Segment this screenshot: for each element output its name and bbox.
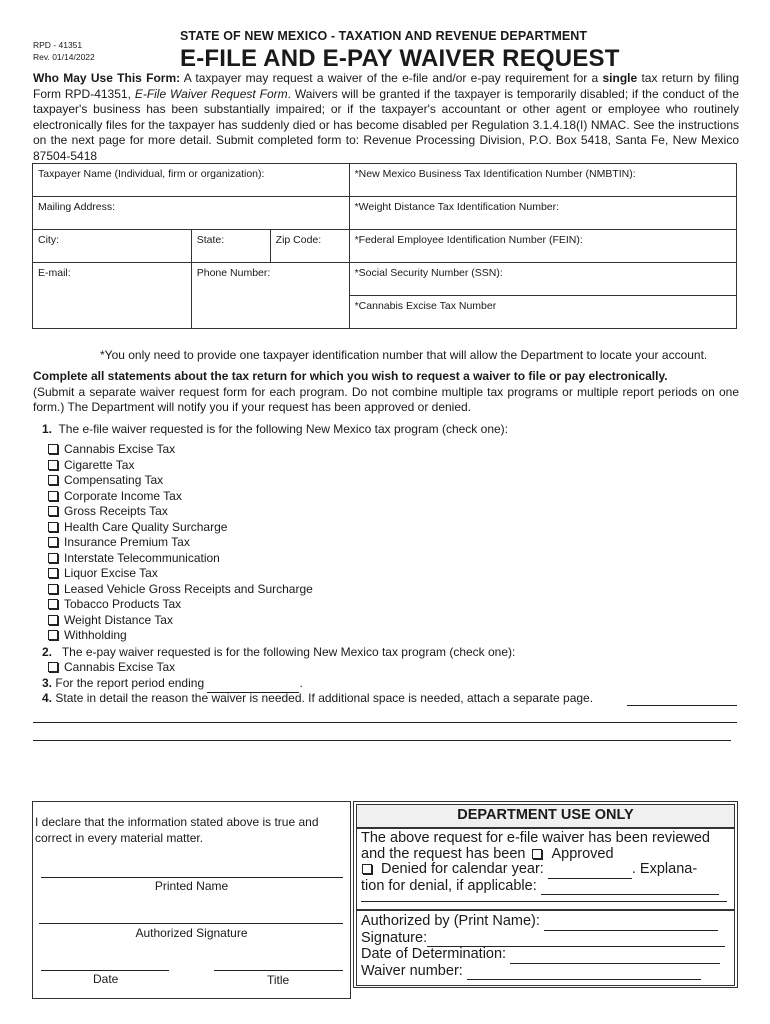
q1-program-list	[40, 442, 313, 644]
waiver-number-input[interactable]	[467, 964, 701, 981]
denied-year-input[interactable]	[548, 862, 632, 879]
q1-program-option[interactable]	[40, 582, 313, 598]
checkbox[interactable]	[48, 475, 58, 485]
checkbox[interactable]	[48, 491, 58, 501]
checkbox[interactable]	[48, 630, 58, 640]
checkbox[interactable]	[48, 460, 58, 470]
dept-signature-input[interactable]	[427, 931, 725, 948]
signature-line[interactable]	[39, 923, 343, 924]
q1-program-option[interactable]	[40, 535, 313, 551]
intro-text-2: tax return by filing Form RPD-41351,	[33, 71, 740, 101]
q1-program-label: Health Care Quality Surcharge	[64, 519, 228, 534]
q3-number: 3.	[42, 676, 53, 690]
q1-program-option[interactable]	[40, 504, 313, 520]
q1-program-option[interactable]	[40, 566, 313, 582]
q1-program-label: Gross Receipts Tax	[64, 504, 168, 518]
state-field[interactable]: State:	[191, 230, 270, 263]
printed-name-line[interactable]	[41, 877, 343, 878]
mailing-address-field[interactable]: Mailing Address:	[33, 197, 350, 230]
ssn-field[interactable]: *Social Security Number (SSN):	[349, 263, 736, 296]
checkbox[interactable]	[48, 662, 58, 672]
review-line-2-text: and the request has been	[361, 845, 526, 862]
intro-bold-word: single	[602, 71, 638, 85]
printed-name-label: Printed Name	[154, 879, 229, 893]
review-line-3	[361, 862, 734, 879]
checkbox[interactable]	[48, 444, 58, 454]
question-2	[42, 645, 515, 661]
authorization-lines	[357, 911, 734, 980]
denied-checkbox[interactable]	[362, 864, 372, 874]
intro-text-3: . Waivers will be granted if the taxpayer is temporarily disabled; if the conduct of the taxpayer's business has been substantially impaired; or if the taxpayer's accountant or other agent or employee who routinely electronically files for the taxpayer has suddenly died or has become disabled per Regulation 3.1.4.18(I) NMAC. See the instructions on the next page for more detail. Submit completed form to: Revenue Processing Division, P.O. Box 5418, Santa Fe, New Mexico 87504-5418	[33, 86, 740, 163]
intro-form-name: E-File Waiver Request Form	[134, 86, 288, 101]
q3-text: For the report period ending	[55, 676, 205, 690]
date-determination-input[interactable]	[510, 947, 720, 964]
q1-number: 1.	[42, 422, 53, 436]
q2-option[interactable]	[40, 660, 175, 676]
city-field[interactable]: City:	[33, 230, 192, 263]
auth-name-row	[361, 914, 734, 931]
question-1	[42, 422, 508, 438]
q1-program-label: Corporate Income Tax	[64, 488, 182, 503]
q1-program-label: Withholding	[64, 628, 127, 642]
taxpayer-name-field[interactable]: Taxpayer Name (Individual, firm or organization):	[33, 164, 350, 197]
date-line[interactable]	[41, 970, 169, 971]
q1-program-option[interactable]	[40, 489, 313, 505]
q2-text: The e-pay waiver requested is for the following New Mexico tax program (check one):	[61, 645, 516, 659]
cannabis-number-field[interactable]: *Cannabis Excise Tax Number	[349, 296, 736, 329]
q1-program-label: Interstate Telecommunication	[64, 550, 220, 565]
denial-label: tion for denial, if applicable:	[361, 877, 537, 894]
q1-program-option[interactable]	[40, 551, 313, 567]
q1-program-label: Weight Distance Tax	[64, 612, 173, 627]
id-note: *You only need to provide one taxpayer identification number that will allow the Department to locate your account.	[100, 348, 708, 362]
auth-name-label: Authorized by (Print Name):	[361, 913, 540, 929]
nmbtin-field[interactable]: *New Mexico Business Tax Identification Number (NMBTIN):	[349, 164, 736, 197]
approved-checkbox[interactable]	[532, 849, 542, 859]
weight-distance-id-field[interactable]: *Weight Distance Tax Identification Number:	[349, 197, 736, 230]
q1-program-option[interactable]	[40, 628, 313, 644]
title-label: Title	[267, 973, 290, 987]
department-review-section	[356, 828, 735, 910]
fein-field[interactable]: *Federal Employee Identification Number (FEIN):	[349, 230, 736, 263]
review-line-2	[361, 847, 734, 863]
explana-label: . Explana-	[631, 861, 698, 877]
approved-label: Approved	[551, 845, 614, 862]
signature-label: Authorized Signature	[135, 926, 248, 940]
q3-end: .	[299, 676, 303, 690]
checkbox[interactable]	[48, 599, 58, 609]
title-line[interactable]	[214, 970, 343, 971]
checkbox[interactable]	[48, 615, 58, 625]
question-4	[42, 691, 593, 707]
denied-label: Denied for calendar year:	[381, 861, 544, 877]
checkbox[interactable]	[48, 584, 58, 594]
q1-program-label: Liquor Excise Tax	[64, 566, 158, 580]
q1-program-label: Tobacco Products Tax	[64, 597, 182, 611]
checkbox[interactable]	[48, 553, 58, 563]
q1-program-option[interactable]	[40, 458, 313, 474]
q1-program-label: Cigarette Tax	[64, 457, 135, 472]
department-use-header	[356, 804, 735, 828]
q4-text: State in detail the reason the waiver is needed. If additional space is needed, attach a separate page.	[55, 691, 594, 705]
review-line-4	[361, 879, 734, 896]
complete-text: (Submit a separate waiver request form for each program. Do not combine multiple tax programs or multiple report periods on one form.) The Department will notify you if your request has been approved or denied.	[33, 384, 739, 414]
phone-field[interactable]: Phone Number:	[191, 263, 349, 329]
denial-explanation-input[interactable]	[541, 879, 719, 896]
q1-program-label: Compensating Tax	[64, 473, 164, 487]
q1-text: The e-file waiver requested is for the following New Mexico tax program (check one):	[58, 422, 508, 436]
q2-program-label: Cannabis Excise Tax	[64, 660, 176, 674]
q1-program-option[interactable]	[40, 613, 313, 629]
checkbox[interactable]	[48, 506, 58, 516]
email-field[interactable]: E-mail:	[33, 263, 192, 329]
q4-number: 4.	[42, 691, 53, 705]
q1-program-option[interactable]	[40, 442, 313, 458]
checkbox[interactable]	[48, 537, 58, 547]
intro-lead: Who May Use This Form:	[33, 71, 181, 85]
q1-program-label: Insurance Premium Tax	[64, 535, 190, 549]
reason-line-1[interactable]	[627, 705, 737, 706]
reason-line-3[interactable]	[33, 740, 731, 741]
form-number: RPD - 41351	[33, 40, 83, 50]
intro-text-1: A taxpayer may request a waiver of the e-file and/or e-pay requirement for a	[180, 71, 603, 85]
q1-program-option[interactable]	[40, 473, 313, 489]
checkbox[interactable]	[48, 522, 58, 532]
department-name: STATE OF NEW MEXICO - TAXATION AND REVENUE DEPARTMENT	[180, 29, 588, 43]
signature-row	[361, 931, 734, 948]
review-line-1: The above request for e-file waiver has been reviewed	[361, 830, 710, 846]
q1-program-label: Leased Vehicle Gross Receipts and Surcharge	[64, 581, 313, 596]
date-determination-row	[361, 947, 734, 964]
taxpayer-info-table	[32, 163, 737, 329]
waiver-number-label: Waiver number:	[361, 962, 463, 979]
intro-paragraph	[33, 71, 739, 164]
declaration-box	[32, 801, 351, 999]
auth-name-input[interactable]	[544, 914, 718, 931]
date-label: Date	[93, 972, 119, 986]
complete-bold: Complete all statements about the tax return for which you wish to request a waiver to file or pay electronically.	[33, 369, 668, 383]
checkbox[interactable]	[48, 568, 58, 578]
dept-signature-label: Signature:	[361, 929, 428, 946]
reason-line-2[interactable]	[33, 722, 737, 723]
q1-program-option[interactable]	[40, 597, 313, 613]
department-use-heading: DEPARTMENT USE ONLY	[457, 807, 634, 823]
declaration-text: I declare that the information stated above is true and correct in every material matter.	[35, 815, 319, 845]
revision-date: Rev. 01/14/2022	[33, 52, 95, 62]
department-authorization-section	[356, 910, 735, 986]
q2-number: 2.	[42, 645, 53, 659]
q1-program-option[interactable]	[40, 520, 313, 536]
complete-instructions	[33, 369, 739, 416]
review-text	[357, 829, 734, 895]
page-title: E-FILE AND E-PAY WAIVER REQUEST	[180, 45, 620, 72]
q1-program-label: Cannabis Excise Tax	[64, 442, 176, 456]
zip-field[interactable]: Zip Code:	[270, 230, 349, 263]
waiver-number-row	[361, 964, 734, 981]
department-use-box	[353, 801, 738, 988]
denial-extra-line[interactable]	[361, 901, 727, 902]
date-determination-label: Date of Determination:	[361, 946, 507, 962]
